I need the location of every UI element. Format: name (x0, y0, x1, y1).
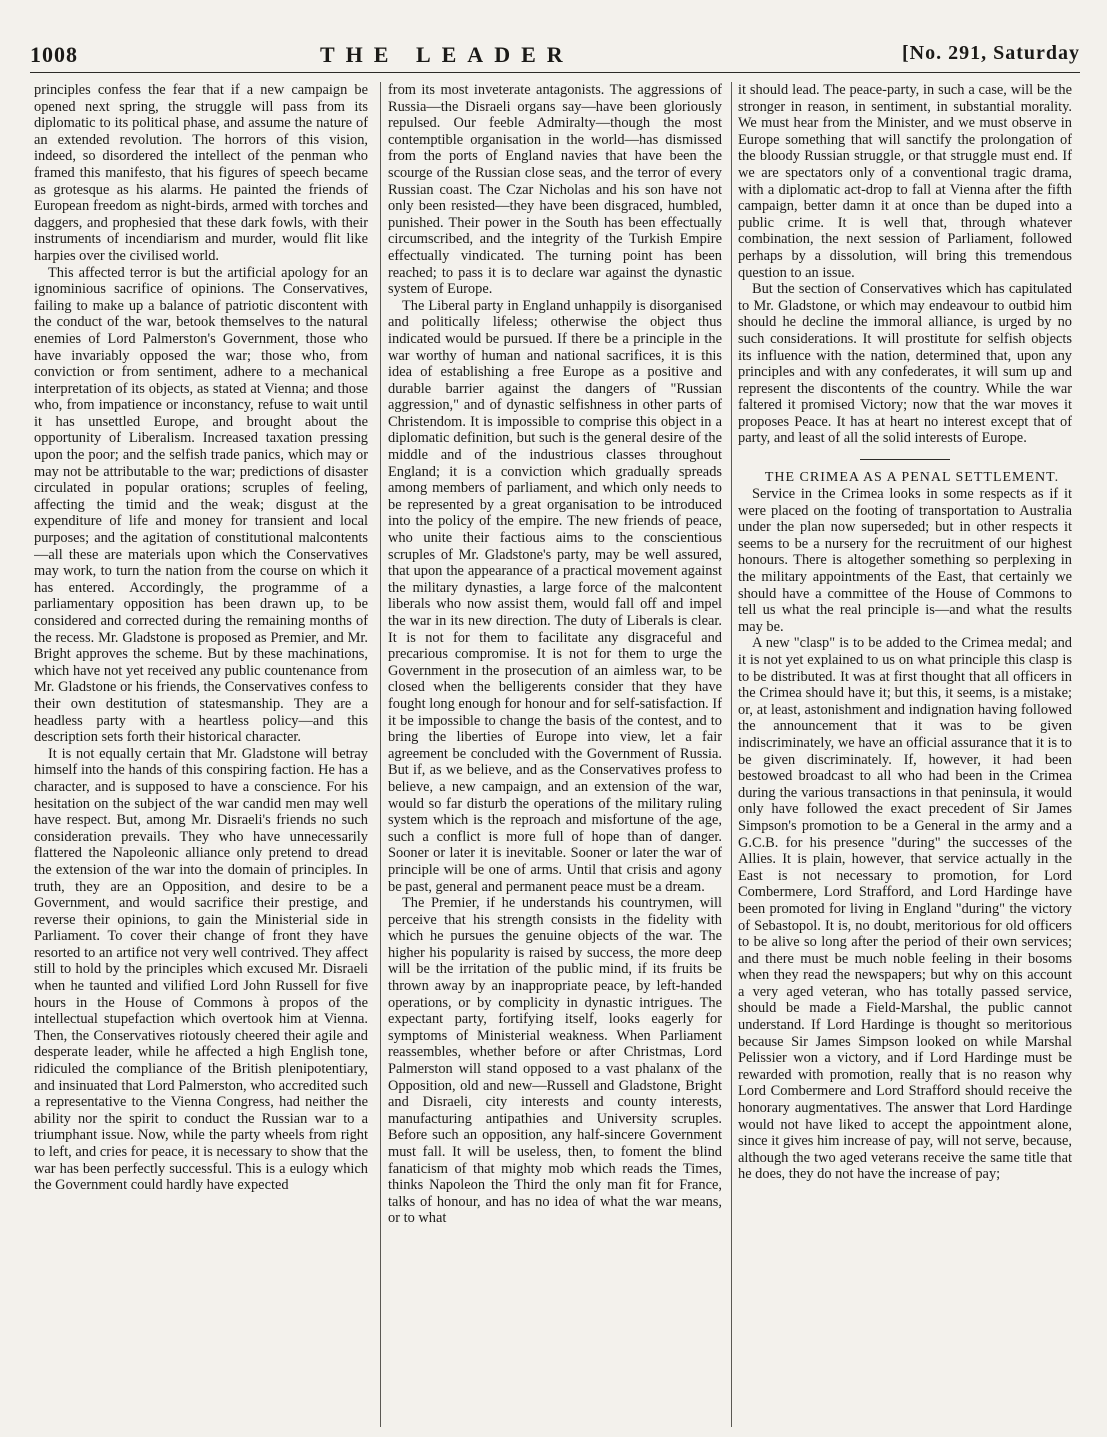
section-divider (860, 459, 950, 460)
paragraph: it should lead. The peace-party, in such a case, will be the stronger in reason, in sentiment, in substantial morality. We must hear from the Minister, and we must observe in Europe something that will sanctify the prolongation of the bloody Russian struggle, or that struggle must end. If we are spectators only of a conventional tragic drama, with a diplomatic act-drop to fall at Vienna after the fifth campaign, better damn it at once than be duped into a public crime. It is well that, through whatever combination, the next session of Parliament, followed perhaps by a dissolution, will bring this tremendous question to an issue. (738, 82, 1072, 281)
paragraph: The Premier, if he understands his countrymen, will perceive that his strength consists in the fidelity with which he pursues the genuine objects of the war. The higher his popularity is raised by success, the more deep will be the irritation of the public mind, if its fruits be thrown away by an inappropriate peace, by left-handed operations, or by complicity in dynastic intrigues. The expectant party, fortifying itself, looks eagerly for symptoms of Ministerial weakness. When Parliament reassembles, whether before or after Christmas, Lord Palmerston will stand opposed to a vast phalanx of the Opposition, old and new—Russell and Gladstone, Bright and Disraeli, city interests and county interests, manufacturing antipathies and University scruples. Before such an opposition, any half-sincere Government must fall. It will be useless, then, to foment the blind fanaticism of that mighty mob which reads the Times, thinks Napoleon the Third the only man fit for France, talks of honour, and has no idea of what the war means, or to what (388, 895, 722, 1227)
paragraph: from its most inveterate antagonists. The aggressions of Russia—the Disraeli organs say—have been gloriously repulsed. Our feeble Admiralty—though the most contemptible organisation in the world—has dismissed from the ports of England navies that have been the scourge of the Russian close seas, and the terror of every Russian coast. The Czar Nicholas and his son have not only been resisted—they have been disgraced, humbled, punished. Their power in the South has been effectually circumscribed, and the integrity of the Turkish Empire effectually vindicated. The turning point has been reached; to pass it is to declare war against the dynastic system of Europe. (388, 82, 722, 298)
paragraph: principles confess the fear that if a new campaign be opened next spring, the struggle will pass from its diplomatic to its political phase, and assume the nature of an extended revolution. The horrors of this vision, indeed, so disordered the intellect of the penman who framed this manifesto, that his figures of speech became as grotesque as his alarms. He painted the friends of European freedom as night-birds, armed with torches and daggers, and prophesied that these dark fowls, with their instruments of incendiarism and murder, would flit like harpies over the civilised world. (34, 82, 368, 264)
newspaper-title: THE LEADER (320, 42, 574, 67)
issue-info: [No. 291, Saturday (901, 42, 1080, 64)
column-2 (388, 82, 722, 1427)
paragraph: This affected terror is but the artificial apology for an ignominious sacrifice of opinions. The Conservatives, failing to make up a balance of patriotic discontent with the conduct of the war, betook themselves to the natural enemies of Lord Palmerston's Government, those who have invariably opposed the war; those who, from conviction or from sentiment, adhere to a mechanical interpretation of its objects, as stated at Vienna; and those who, from impatience or inconstancy, refuse to wait until it has unsettled Europe, and brought about the opportunity of Liberalism. Increased taxation pressing upon the poor; and the selfish trade panics, which may or may not be attributable to the war; predictions of disaster circulated in popular orations; scruples of feeling, affecting the timid and the weak; disgust at the expenditure of life and money for transient and local purposes; and the agitation of constitutional malcontents—all these are materials upon which the Conservatives may work, to turn the nation from the course on which it has entered. Accordingly, the programme of a parliamentary opposition has been drawn up, to be considered and corrected during the remaining months of the recess. Mr. Gladstone is proposed as Premier, and Mr. Bright approves the scheme. But by these machinations, which have not yet received any public countenance from Mr. Gladstone or his friends, the Conservatives confess to their own destitution of statesmanship. They are a headless party with a heartless policy—and this description sets forth their historical character. (34, 264, 368, 746)
column-divider (731, 82, 732, 1427)
masthead-rule (30, 72, 1080, 73)
article-heading: THE CRIMEA AS A PENAL SETTLEMENT. (764, 470, 1060, 486)
paragraph: Service in the Crimea looks in some respects as if it were placed on the footing of transportation to Australia under the plan now superseded; but in other respects it seems to be a nursery for the recruitment of our highest honours. There is altogether something so perplexing in the military appointments of the East, that certainly we should have a committee of the House of Commons to tell us what the real principle is—and what the results may be. (738, 486, 1072, 635)
paragraph: But the section of Conservatives which has capitulated to Mr. Gladstone, or which may endeavour to outbid him should he decline the immoral alliance, is urged by no such considerations. It will prostitute for selfish objects its influence with the nation, determined that, upon any principles and with any confederates, it will sum up and represent the discontents of the country. While the war faltered it promised Victory; now that the war moves it proposes Peace. It has at heart no interest except that of party, and least of all the solid interests of Europe. (738, 281, 1072, 447)
column-1 (34, 82, 368, 1427)
paragraph: It is not equally certain that Mr. Gladstone will betray himself into the hands of this conspiring faction. He has a character, and is supposed to have a conscience. For his hesitation on the subject of the war candid men may well have respect. But, among Mr. Disraeli's friends no such consideration prevails. They who have unnecessarily flattered the Napoleonic alliance only pretend to dread the extension of the war into the domain of principles. In truth, they are an Opposition, and desire to be a Government, and would sacrifice their prestige, and reverse their opinions, to gain the Ministerial side in Parliament. To cover their change of front they have resorted to an artifice not very well contrived. They affect still to hold by the principles which excused Mr. Disraeli when he taunted and vilified Lord John Russell for five hours in the House of Commons à propos of the intellectual stupefaction which overtook him at Vienna. Then, the Conservatives riotously cheered their agile and desperate leader, while he affected a high English tone, ridiculed the compliance of the British plenipotentiary, and insinuated that Lord Palmerston, who accredited such a representative to the Vienna Congress, had neither the ability nor the spirit to conduct the Russian war to a triumphant issue. Now, while the party wheels from right to left, and cries for peace, it is necessary to show that the war has been perfectly successful. This is a eulogy which the Government could hardly have expected (34, 745, 368, 1194)
column-3 (738, 82, 1072, 1427)
page-number: 1008 (30, 42, 78, 67)
masthead (30, 28, 1080, 66)
paragraph: The Liberal party in England unhappily is disorganised and politically lifeless; otherwise the object thus indicated would be pursued. If there be a principle in the war worthy of human and national sacrifices, it is this idea of establishing a free Europe as a positive and durable barrier against the dangers of "Russian aggression," and of dynastic selfishness in other parts of Christendom. It is impossible to comprise this object in a diplomatic definition, but such is the general desire of the middle and of the industrious classes throughout England; it is a conviction which gradually spreads among members of parliament, and which only needs to be represented by a great organisation to be introduced into the policy of the empire. The new friends of peace, who unite their factious aims to the conscientious scruples of Mr. Gladstone's party, may be well assured, that upon the appearance of a practical movement against the military dynasties, a large force of the malcontent liberals who now assist them, would fall off and impel the war in its new direction. The duty of Liberals is clear. It is not for them to facilitate any disgraceful and precarious compromise. It is not for them to urge the Government in the prosecution of an aimless war, to be closed when the belligerents consider that they have fought long enough for honour and for self-satisfaction. If it be impossible to change the basis of the contest, and to bring the liberties of Europe into view, let a fair agreement be concluded with the Government of Russia. But if, as we believe, and as the Conservatives profess to believe, a new campaign, and an extension of the war, would so far disturb the operations of the military ruling system which is the reproach and misfortune of the age, such a conflict is more full of hope than of danger. Sooner or later it is inevitable. Sooner or later the war of principle will be one of arms. Until that crisis and agony be past, general and permanent peace must be a dream. (388, 297, 722, 895)
column-divider (380, 82, 381, 1427)
paragraph: A new "clasp" is to be added to the Crimea medal; and it is not yet explained to us on what principle this clasp is to be distributed. It was at first thought that all officers in the Crimea should have it; but this, it seems, is a mistake; or, at least, astonishment and indignation having followed the announcement that it was to be given indiscriminately, we have an official assurance that it is to be given discriminately. If, however, it had been bestowed broadcast to all who had been in the Crimea during the various transactions in that peninsula, it would only have followed the exact precedent of Sir James Simpson's promotion to be a General in the army and a G.C.B. for his presence "during" the successes of the Allies. It is plain, however, that service actually in the East is not necessary to promotion, for Lord Combermere, Lord Strafford, and Lord Hardinge have been promoted for living in England "during" the victory of Sebastopol. It is, no doubt, meritorious for old officers to be alive so long after the period of their own services; and there must be much noble feeling in their bosoms when they read the newspapers; but why on this account a very aged veteran, who has totally passed service, should be made a Field-Marshal, the public cannot understand. If Lord Hardinge is thought so meritorious because Sir James Simpson looked on while Marshal Pelissier won a victory, and if Lord Hardinge must be rewarded with promotion, really that is no reason why Lord Combermere and Lord Strafford should receive the honorary augmentatives. The answer that Lord Hardinge would not have liked to accept the appointment alone, since it gives him increase of pay, will not serve, because, although the two aged veterans receive the same title that he does, they do not have the increase of pay; (738, 635, 1072, 1183)
